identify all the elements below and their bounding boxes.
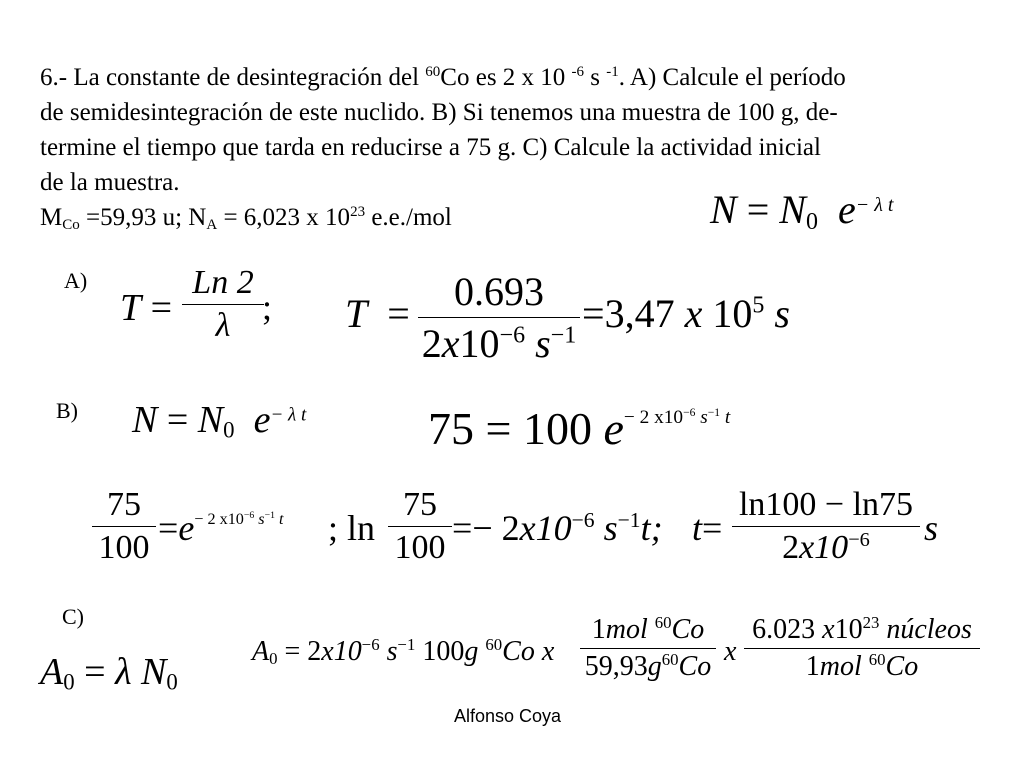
problem-line-2: de semidesintegración de este nuclido. B) Si tenemos una muestra de 100 g, de- <box>40 99 838 126</box>
expA-pow: −6 <box>243 509 255 521</box>
numerator-0693: 0.693 <box>454 269 544 314</box>
f3-num: ln100 − ln75 <box>738 486 914 523</box>
f1d-g: g <box>647 651 662 682</box>
t-solution-fraction <box>732 486 920 567</box>
decay-eq: = <box>746 187 770 232</box>
eq-sign-2: = <box>387 291 410 336</box>
decay-n: N <box>710 187 737 232</box>
mol-fraction <box>580 614 716 683</box>
eq-sign-3: = <box>582 291 605 336</box>
fraction-bar <box>580 648 716 649</box>
lambda-symbol: λ <box>115 651 132 693</box>
f1n-co: Co <box>671 614 705 645</box>
f3-den-x10: x10 <box>799 529 849 566</box>
f1d-5993: 59,93 <box>584 651 648 682</box>
decay-law-header <box>710 186 893 233</box>
semiA: ; <box>328 508 339 548</box>
f2-num: 75 <box>403 486 437 523</box>
frac-75-100-b <box>388 486 452 567</box>
exponent-a: -6 <box>571 64 585 80</box>
avogadro-exp: 23 <box>350 204 366 220</box>
rhsB-2: 2 <box>501 508 520 548</box>
t-solution-lhs <box>692 507 722 549</box>
b-n0: N <box>197 399 224 441</box>
decay-n0-sub: 0 <box>805 209 818 235</box>
f1d-iso: 60 <box>661 649 679 669</box>
times-x-1: x <box>541 636 555 667</box>
t-symbol: T <box>120 287 142 329</box>
val-100: 100 <box>522 403 592 454</box>
problem-line-1 <box>40 60 846 95</box>
eq-sign: = <box>150 287 173 329</box>
val-75: 75 <box>428 403 474 454</box>
avogadro-unit: e.e./mol <box>365 204 452 231</box>
rhsB-x10: x10 <box>519 508 572 548</box>
result-value: 3,47 <box>604 291 675 336</box>
expA: − 2 x10 <box>194 509 244 528</box>
f1d-co: Co <box>678 651 712 682</box>
ln2-over-lambda <box>182 264 264 345</box>
b-e: e <box>253 399 271 441</box>
element-symbol: Co <box>440 64 470 91</box>
eq-75: = <box>485 403 512 454</box>
eqB: = <box>452 508 473 548</box>
minus-sign: − <box>472 508 493 548</box>
a2-eq: = <box>284 636 301 667</box>
f3-den-2: 2 <box>782 529 800 566</box>
t-symbol-2: T <box>345 291 368 336</box>
times-x-2: x <box>724 636 737 667</box>
f2n-nucleos: núcleos <box>886 614 972 645</box>
f1n-mol: mol <box>605 614 648 645</box>
avogadro-value: = 6,023 x 10 <box>217 204 351 231</box>
decay-e: e <box>837 187 856 232</box>
ln-label: ln <box>347 508 376 548</box>
lam-val: 2 <box>307 636 322 667</box>
b-exp: − λ t <box>270 404 307 426</box>
den-s: s <box>535 321 551 366</box>
f3-den-pow: −6 <box>848 528 870 551</box>
n-sub: 0 <box>166 669 178 695</box>
rhsB-s: s <box>603 508 618 548</box>
problem-line-3: termine el tiempo que tarda en reducirse a 75 g. C) Calcule la actividad inicial <box>40 134 821 161</box>
activity-eq: = <box>84 651 106 693</box>
problem-text-d: . A) Calcule el período <box>618 64 846 91</box>
b-n: N <box>132 399 158 441</box>
problem-text-a: La constante de desintegración del <box>67 64 426 91</box>
f2n-10: 10 <box>834 614 863 645</box>
spow: −1 <box>397 634 416 654</box>
f2n-pow: 23 <box>862 612 880 632</box>
pow: −6 <box>361 634 380 654</box>
part-c-label: C) <box>62 604 84 629</box>
den-2: 2 <box>421 321 442 366</box>
semicolon: ; <box>262 287 273 327</box>
a2: A <box>252 636 270 667</box>
exponent-b: -1 <box>606 64 619 80</box>
problem-text-c: s <box>584 64 607 91</box>
frac-75-100-a <box>92 486 156 567</box>
fraction-bar <box>732 526 920 527</box>
a-sub: 0 <box>63 669 75 695</box>
fraction-bar <box>182 304 264 305</box>
mass: 100 <box>422 636 465 667</box>
eqC: = <box>702 508 723 548</box>
den-exp: −6 <box>499 322 526 349</box>
a2-sub: 0 <box>269 649 278 669</box>
expA-s: s <box>254 509 265 528</box>
mass-label: M <box>40 204 63 231</box>
problem-line-4: de la muestra. <box>40 169 180 196</box>
den-10: 10 <box>459 321 500 366</box>
b-n0-sub: 0 <box>223 417 235 443</box>
ln2-numerator: Ln 2 <box>192 264 254 301</box>
eqA: = <box>158 508 179 548</box>
activity-formula <box>40 650 178 694</box>
t-solution-unit: s <box>924 508 939 548</box>
fraction-bar <box>388 526 452 527</box>
f2n-x: x <box>822 614 835 645</box>
f2d-co: Co <box>885 651 919 682</box>
half-life-formula <box>120 286 172 330</box>
exp2-pow: −6 <box>683 405 696 419</box>
exp2: − 2 x10 <box>623 406 684 428</box>
iso: 60 <box>485 634 503 654</box>
f1n-1: 1 <box>591 614 606 645</box>
expA-spow: −1 <box>264 509 275 521</box>
f2d-mol: mol <box>819 651 862 682</box>
n-symbol: N <box>141 651 167 693</box>
fraction-bar <box>418 317 580 318</box>
half-life-fraction <box>418 268 580 367</box>
exp2-s: s <box>695 406 708 428</box>
decay-n0: N <box>779 187 806 232</box>
den-x: x <box>441 321 460 366</box>
exp2-t: t <box>720 406 731 428</box>
ten: 10 <box>712 291 753 336</box>
f2n-6023: 6.023 <box>752 614 816 645</box>
co: Co <box>502 636 535 667</box>
f1n-iso: 60 <box>654 612 672 632</box>
decay-law-b <box>132 398 306 442</box>
mass-value: =59,93 u; N <box>79 204 207 231</box>
rhsB-pow: −6 <box>571 508 595 533</box>
mass-sub: Co <box>62 216 80 233</box>
activity-calc <box>252 636 554 668</box>
rhsB-spow: −1 <box>617 508 641 533</box>
problem-text-b: es 2 x 10 <box>469 64 572 91</box>
den-s-exp: −1 <box>550 322 577 349</box>
problem-number: 6.- <box>40 64 68 91</box>
x10: x10 <box>321 636 362 667</box>
equation-75 <box>428 402 730 455</box>
f2-den: 100 <box>394 529 446 566</box>
avogadro-sub: A <box>206 216 218 233</box>
exp-expression-a <box>158 507 284 549</box>
part-b-label: B) <box>56 398 78 423</box>
ln-expression <box>328 507 375 549</box>
f1-num: 75 <box>107 486 141 523</box>
g: g <box>464 636 479 667</box>
fraction-bar <box>92 526 156 527</box>
result-exp: 5 <box>752 292 765 319</box>
a-symbol: A <box>40 651 64 693</box>
part-a-label: A) <box>64 268 88 293</box>
half-life-result <box>582 290 790 337</box>
b-eq: = <box>166 399 189 441</box>
unit-s: s <box>774 291 790 336</box>
isotope-mass: 60 <box>425 64 441 80</box>
t-eq <box>345 290 410 337</box>
lambda-denominator: λ <box>215 307 231 344</box>
s: s <box>386 636 398 667</box>
times-x: x <box>684 291 703 336</box>
f2d-1: 1 <box>805 651 820 682</box>
ln-rhs <box>452 507 663 549</box>
exp2-spow: −1 <box>707 405 721 419</box>
f1-den: 100 <box>98 529 150 566</box>
avogadro-fraction <box>744 614 980 683</box>
fraction-bar <box>744 648 980 649</box>
expA-t: t <box>274 509 284 528</box>
f2d-iso: 60 <box>868 649 886 669</box>
t-var: t <box>692 508 703 548</box>
eA: e <box>178 508 195 548</box>
rhsB-t: t; <box>640 508 663 548</box>
decay-exp: − λ t <box>855 194 894 216</box>
e-75: e <box>603 403 624 454</box>
author-footer: Alfonso Coya <box>454 706 562 726</box>
